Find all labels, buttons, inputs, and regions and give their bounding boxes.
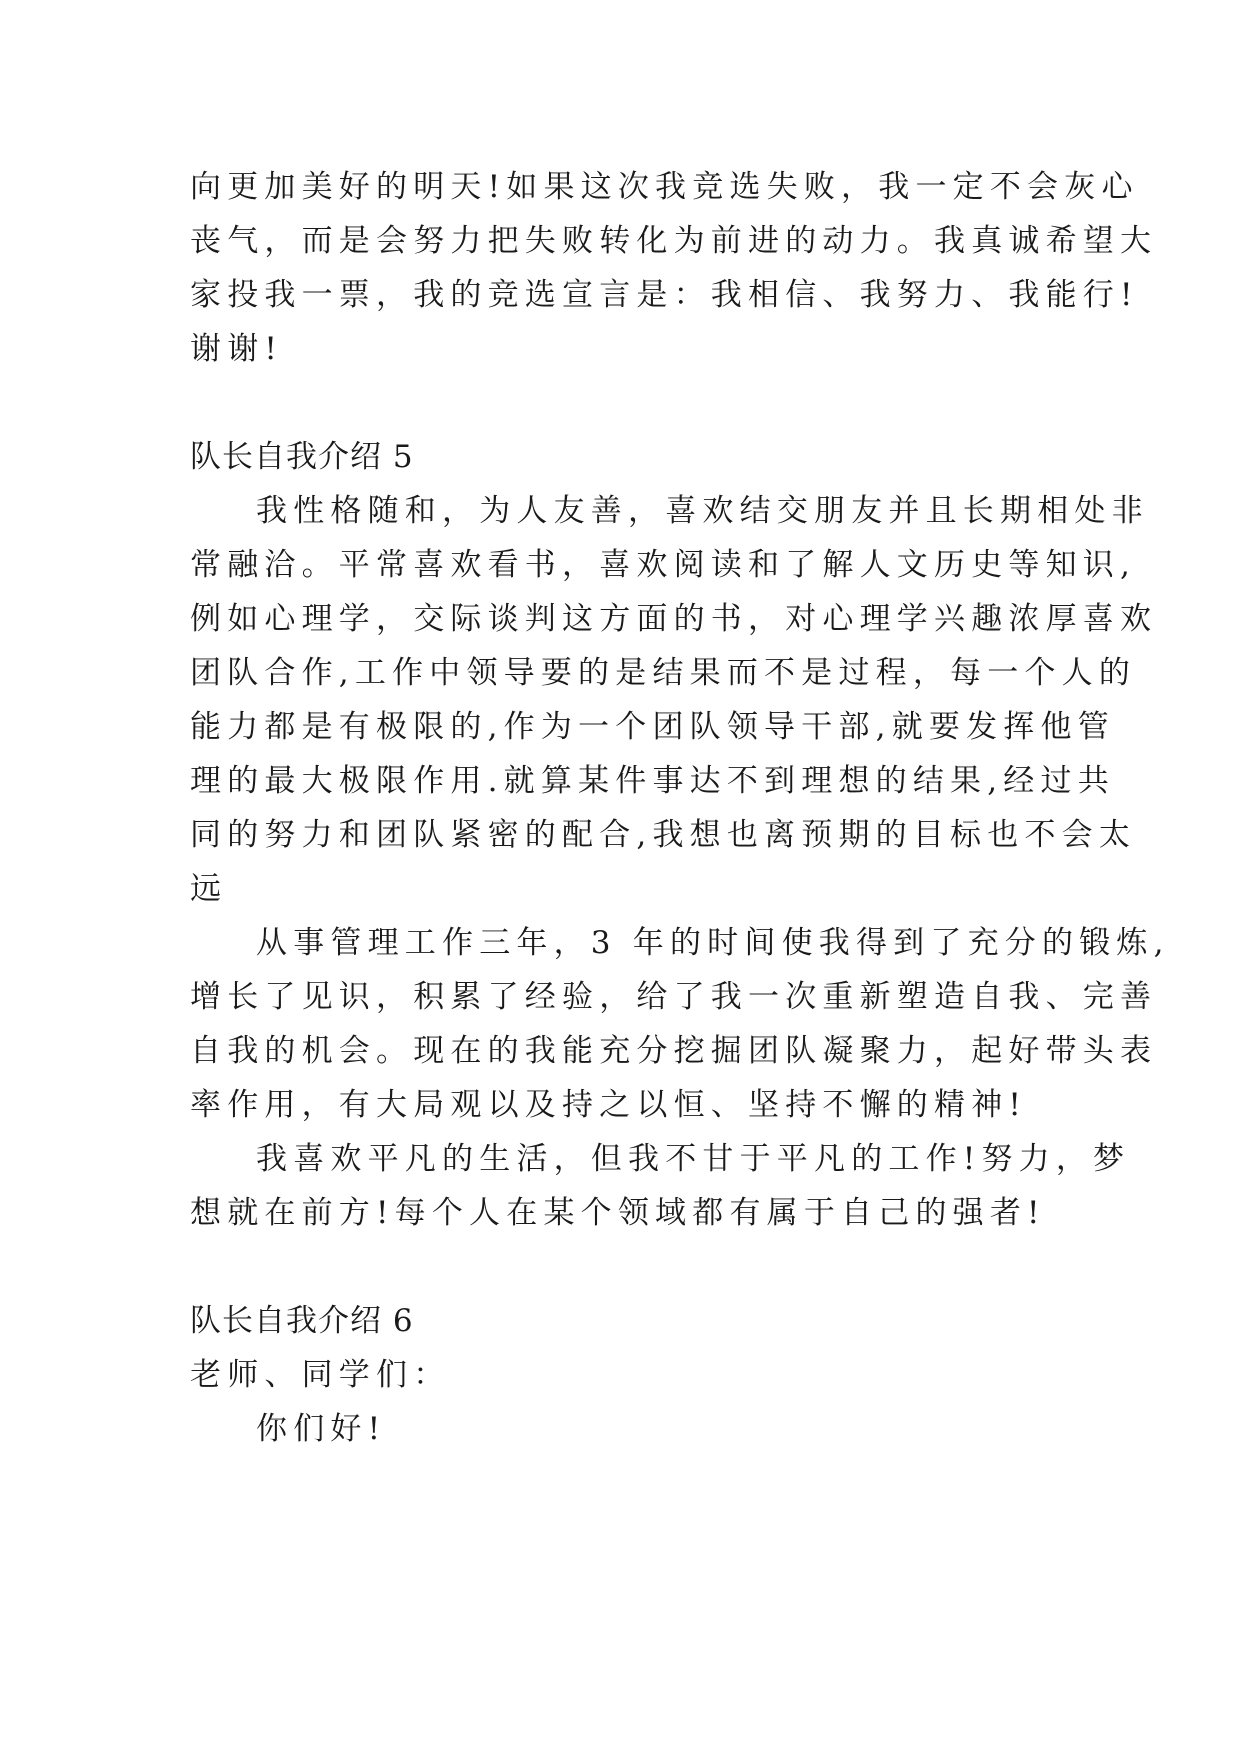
paragraph-line: 理的最大极限作用.就算某件事达不到理想的结果,经过共	[190, 763, 1115, 799]
section-heading: 队长自我介绍 5	[190, 439, 414, 475]
paragraph-line: 同的努力和团队紧密的配合,我想也离预期的目标也不会太	[190, 817, 1137, 853]
paragraph-line: 丧气，而是会努力把失败转化为前进的动力。我真诚希望大	[190, 223, 1158, 259]
paragraph-line: 想就在前方!每个人在某个领域都有属于自己的强者!	[190, 1195, 1046, 1231]
paragraph-line: 从事管理工作三年，3 年的时间使我得到了充分的锻炼,	[256, 925, 1170, 961]
paragraph-line: 常融洽。平常喜欢看书，喜欢阅读和了解人文历史等知识,	[190, 547, 1137, 583]
paragraph-line: 家投我一票，我的竞选宣言是：我相信、我努力、我能行!	[190, 277, 1139, 313]
section-heading: 队长自我介绍 6	[190, 1303, 414, 1339]
salutation: 老师、同学们：	[190, 1357, 451, 1393]
paragraph-line: 自我的机会。现在的我能充分挖掘团队凝聚力，起好带头表	[190, 1033, 1158, 1069]
paragraph-line: 增长了见识，积累了经验，给了我一次重新塑造自我、完善	[190, 979, 1158, 1015]
paragraph-line: 团队合作,工作中领导要的是结果而不是过程，每一个人的	[190, 655, 1137, 691]
paragraph-line: 例如心理学，交际谈判这方面的书，对心理学兴趣浓厚喜欢	[190, 601, 1158, 637]
greeting: 你们好!	[256, 1411, 387, 1447]
paragraph-line: 我性格随和，为人友善，喜欢结交朋友并且长期相处非	[256, 493, 1149, 529]
paragraph-line: 远	[190, 871, 228, 907]
paragraph-line: 谢谢!	[190, 331, 284, 367]
paragraph-line: 率作用，有大局观以及持之以恒、坚持不懈的精神!	[190, 1087, 1028, 1123]
paragraph-line: 能力都是有极限的,作为一个团队领导干部,就要发挥他管	[190, 709, 1115, 745]
paragraph-line: 我喜欢平凡的生活，但我不甘于平凡的工作!努力，梦	[256, 1141, 1131, 1177]
paragraph-line: 向更加美好的明天!如果这次我竞选失败，我一定不会灰心	[190, 169, 1139, 205]
